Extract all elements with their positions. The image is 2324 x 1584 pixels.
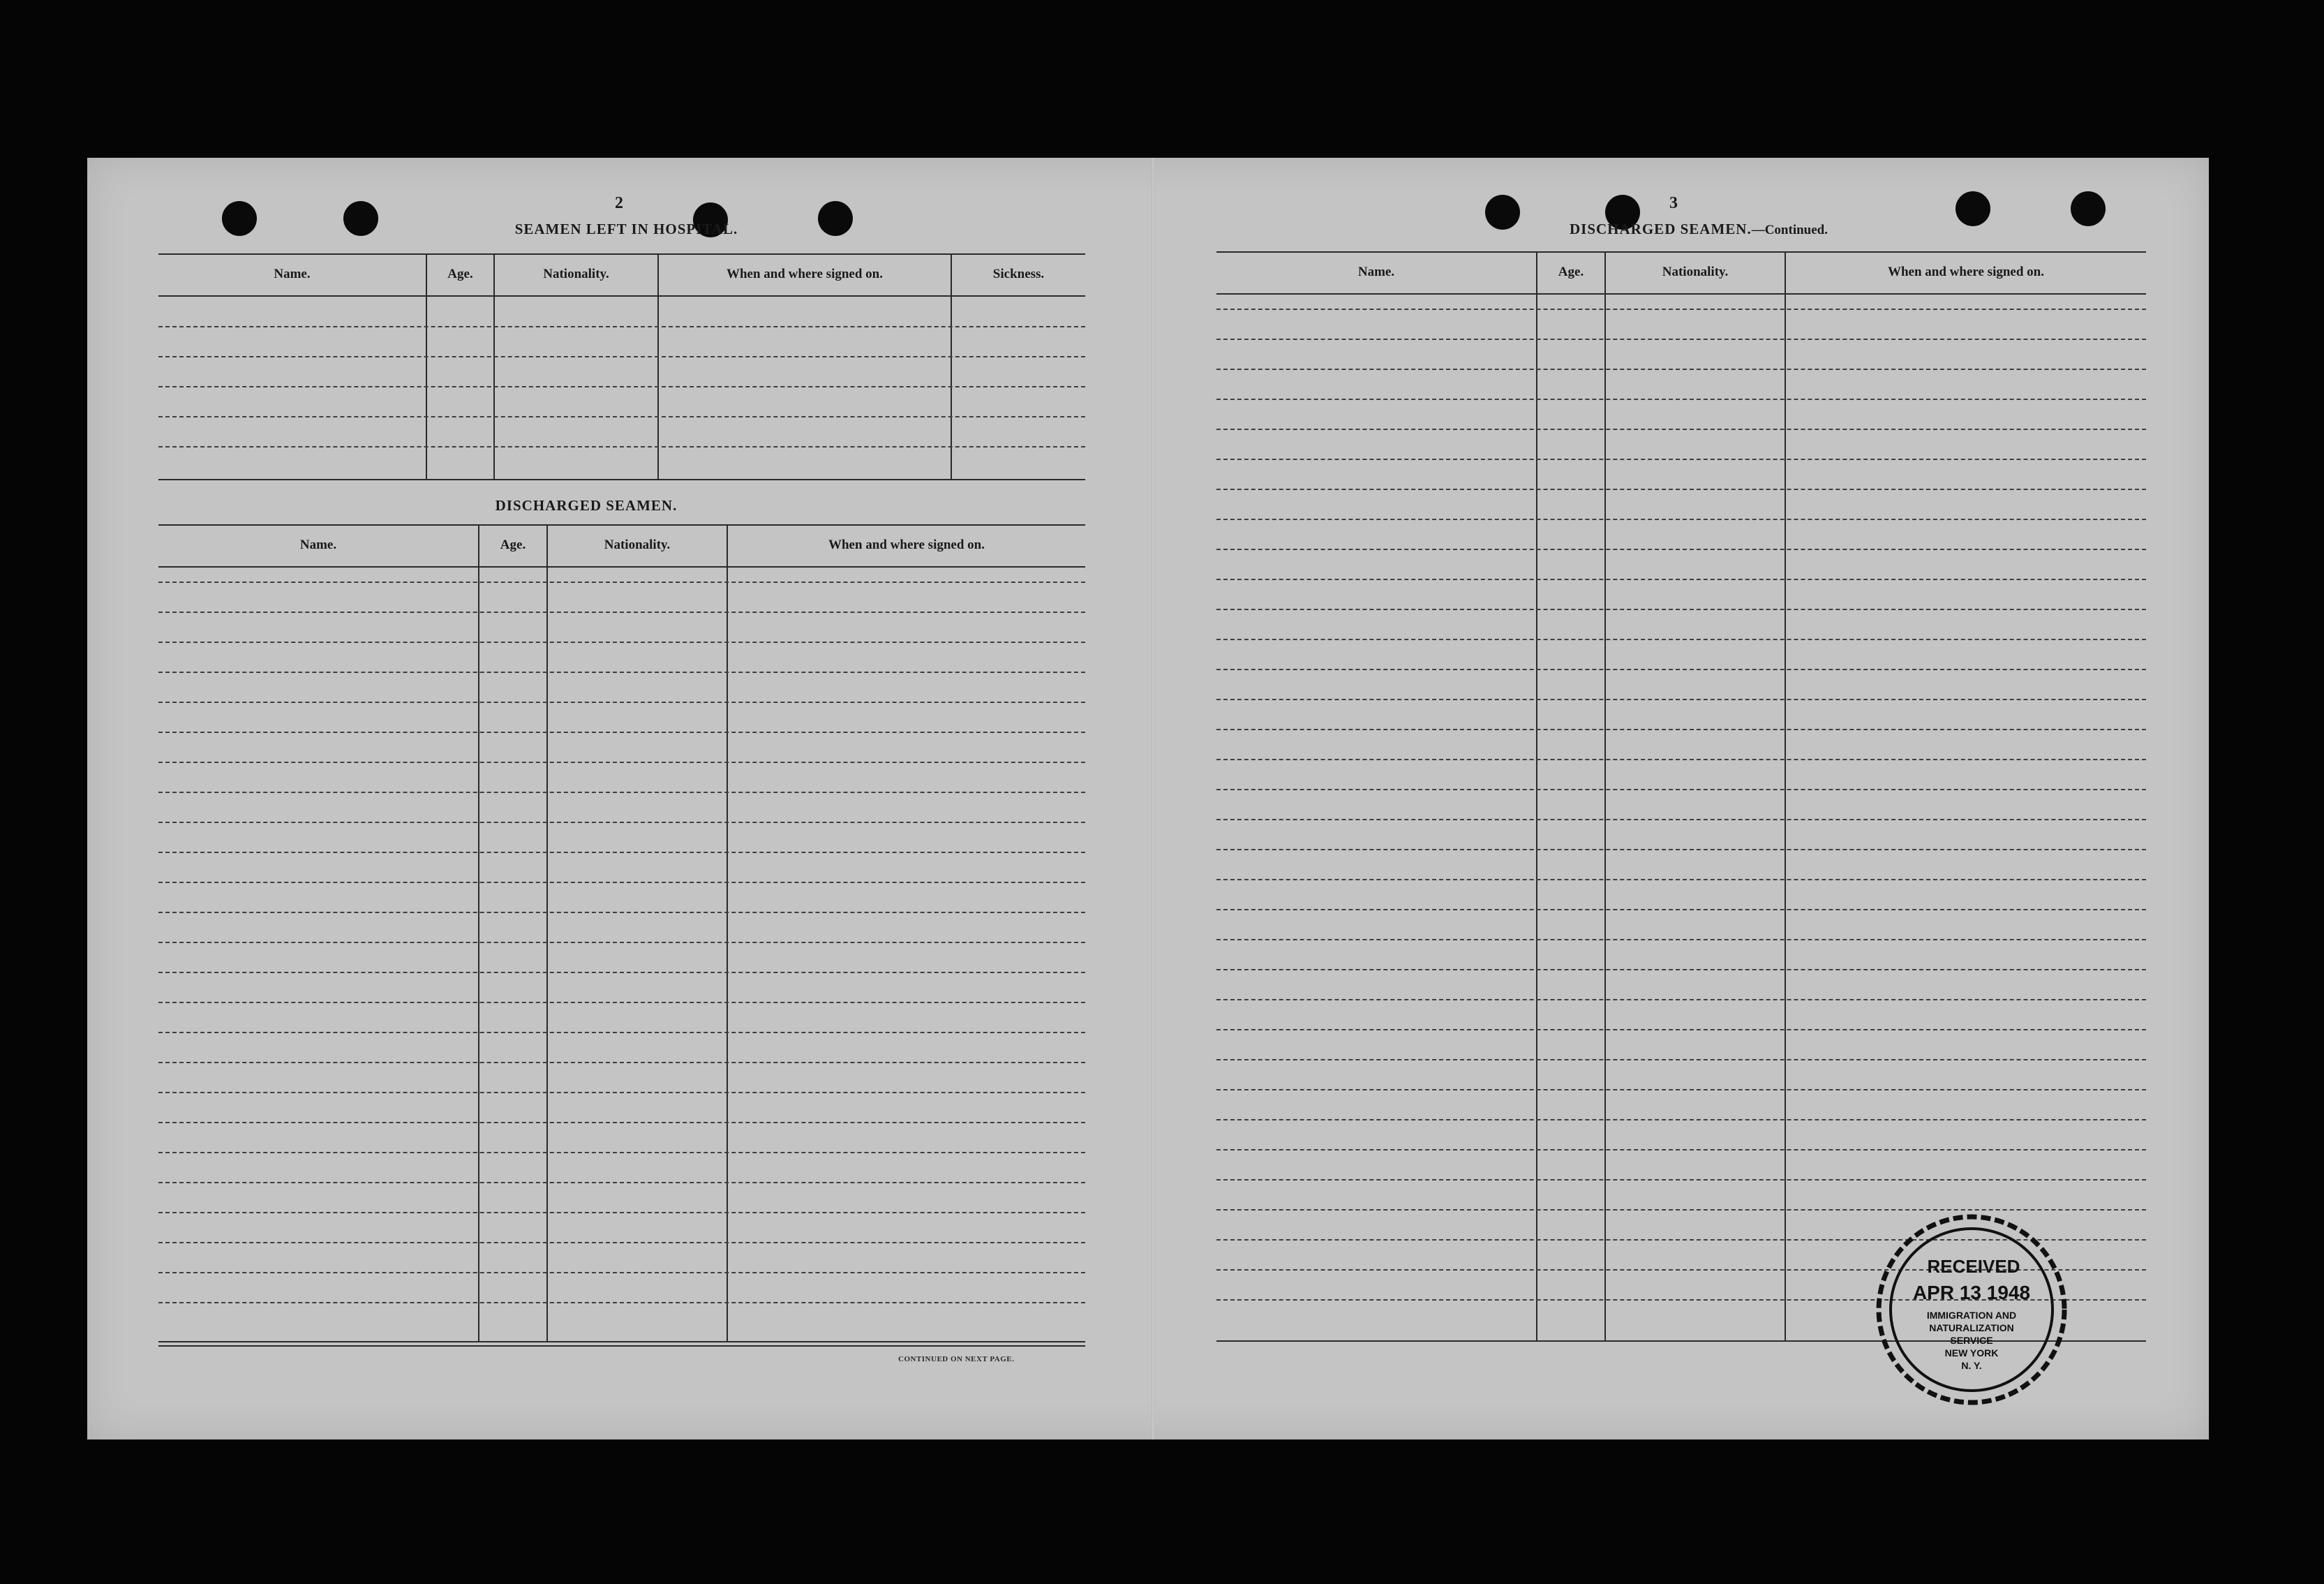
column-header-sickness: Sickness. (992, 267, 1045, 281)
table-row (1216, 399, 2146, 400)
table-row (1216, 669, 2146, 670)
table-row (158, 1302, 1085, 1303)
stamp-line-3: IMMIGRATION AND (1926, 1310, 2017, 1321)
column-divider (426, 253, 427, 479)
table-row (1216, 879, 2146, 880)
column-header-nationality: Nationality. (1662, 265, 1729, 279)
table-row (1216, 339, 2146, 340)
table-row (1216, 819, 2146, 820)
table-row (1216, 549, 2146, 550)
table-row (1216, 939, 2146, 940)
column-header-signed-on: When and where signed on. (1887, 265, 2044, 279)
column-header-name: Name. (299, 538, 337, 552)
table-row (1216, 519, 2146, 520)
table-row (1216, 1089, 2146, 1090)
stamp-line-7: N. Y. (1961, 1360, 1982, 1371)
table-bottom-rule (158, 479, 1085, 480)
table-row (158, 1272, 1085, 1273)
punch-hole (1956, 191, 1990, 226)
column-header-name: Name. (274, 267, 311, 281)
table-row (1216, 369, 2146, 370)
table-row (1216, 459, 2146, 460)
table-row (1216, 759, 2146, 760)
table-row (1216, 789, 2146, 790)
punch-hole (818, 201, 853, 236)
table-row (158, 416, 1085, 417)
table-row (158, 356, 1085, 357)
column-header-signed-on: When and where signed on. (828, 538, 985, 552)
table-row (1216, 1149, 2146, 1150)
table-row (1216, 909, 2146, 910)
column-header-name: Name. (1357, 265, 1395, 279)
column-divider (727, 524, 728, 1341)
table-row (158, 972, 1085, 973)
punch-hole (2071, 191, 2106, 226)
punch-hole (1485, 195, 1520, 230)
table-row (1216, 429, 2146, 430)
table-row (1216, 729, 2146, 730)
table-row (158, 1062, 1085, 1063)
column-header-age: Age. (1558, 265, 1584, 279)
table-row (158, 852, 1085, 853)
column-divider (1785, 251, 1786, 1340)
stamp-line-4: NATURALIZATION (1929, 1322, 2014, 1333)
column-divider (1604, 251, 1606, 1340)
received-stamp (1870, 1208, 2073, 1411)
table-row (158, 612, 1085, 613)
continued-note: CONTINUED ON NEXT PAGE. (898, 1355, 1015, 1363)
table-row (1216, 699, 2146, 700)
column-divider (951, 253, 952, 479)
column-divider (657, 253, 659, 479)
header-rule (158, 566, 1085, 568)
table-row (158, 326, 1085, 327)
table-row (158, 1242, 1085, 1243)
table-row (158, 1002, 1085, 1003)
stamp-date: APR 13 1948 (1912, 1282, 2031, 1303)
column-divider (1536, 251, 1537, 1340)
page-fold (1152, 158, 1154, 1439)
discharged-continued-title (1531, 221, 1866, 238)
discharged-section-title: DISCHARGED SEAMEN. (495, 497, 678, 514)
table-row (158, 386, 1085, 387)
table-row (158, 762, 1085, 763)
discharged-table-left (158, 524, 1085, 1355)
table-row (1216, 1179, 2146, 1180)
table-row (1216, 1119, 2146, 1120)
table-row (158, 702, 1085, 703)
column-header-age: Age. (447, 267, 473, 281)
table-row (1216, 1059, 2146, 1060)
punch-hole (222, 201, 257, 236)
stamp-line-5: SERVICE (1950, 1335, 1993, 1346)
table-row (1216, 639, 2146, 640)
column-divider (478, 524, 479, 1341)
page-number-right: 3 (1669, 194, 1678, 212)
table-row (1216, 849, 2146, 850)
discharged-table-right (1216, 251, 2146, 1354)
table-row (158, 1152, 1085, 1153)
table-row (158, 882, 1085, 883)
table-row (1216, 579, 2146, 580)
column-divider (546, 524, 548, 1341)
table-row (1216, 999, 2146, 1000)
table-bottom-rule-2 (158, 1345, 1085, 1347)
table-row (158, 642, 1085, 643)
table-bottom-rule (158, 1341, 1085, 1342)
column-header-signed-on: When and where signed on. (726, 267, 883, 281)
column-header-age: Age. (500, 538, 526, 552)
table-row (158, 1182, 1085, 1183)
discharged-continued-title-main: DISCHARGED SEAMEN. (1570, 221, 1752, 237)
table-row (158, 1122, 1085, 1123)
table-row (158, 1212, 1085, 1213)
table-row (158, 912, 1085, 913)
table-row (158, 672, 1085, 673)
manifest-sheet (87, 158, 2209, 1439)
table-row (1216, 969, 2146, 970)
table-row (158, 1092, 1085, 1093)
stamp-line-6: NEW YORK (1944, 1347, 1999, 1359)
page-number-left: 2 (615, 194, 623, 212)
table-row (1216, 1029, 2146, 1030)
table-row (158, 732, 1085, 733)
column-header-nationality: Nationality. (604, 538, 671, 552)
hospital-section-title: SEAMEN LEFT IN HOSPITAL. (514, 221, 738, 237)
continued-suffix: —Continued. (1751, 223, 1828, 237)
table-row (158, 942, 1085, 943)
table-row (158, 792, 1085, 793)
table-row (1216, 489, 2146, 490)
column-divider (493, 253, 495, 479)
header-rule (1216, 293, 2146, 295)
header-rule (158, 295, 1085, 297)
stamp-received: RECEIVED (1927, 1256, 2020, 1277)
column-header-nationality: Nationality. (543, 267, 609, 281)
hospital-table (158, 253, 1085, 484)
table-row (1216, 609, 2146, 610)
punch-hole (343, 201, 378, 236)
table-row (158, 446, 1085, 447)
table-row (158, 1032, 1085, 1033)
table-row (158, 582, 1085, 583)
table-row (158, 822, 1085, 823)
table-row (1216, 309, 2146, 310)
